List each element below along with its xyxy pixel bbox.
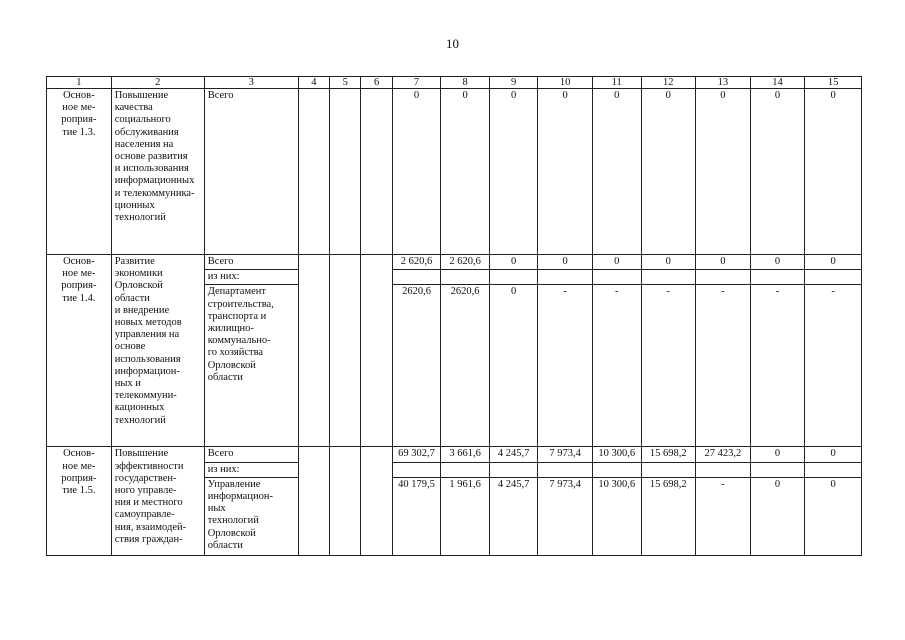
value-cell: 40 179,5 <box>392 477 441 555</box>
executor-label: Департамент строительства, транспорта и жилищно- коммунально- го хозяйства Орловской области <box>204 285 298 447</box>
value-cell: 7 973,4 <box>538 477 593 555</box>
header-cell: 3 <box>204 77 298 89</box>
value-cell: - <box>750 285 805 447</box>
value-cell: 15 698,2 <box>641 477 696 555</box>
header-cell: 11 <box>592 77 641 89</box>
value-cell: - <box>592 285 641 447</box>
value-cell: 2620,6 <box>441 285 490 447</box>
value-cell: 10 300,6 <box>592 477 641 555</box>
value-cell: - <box>538 285 593 447</box>
value-cell: 0 <box>489 89 538 255</box>
value-cell: 0 <box>805 477 862 555</box>
header-cell: 15 <box>805 77 862 89</box>
header-cell: 12 <box>641 77 696 89</box>
value-cell: 2620,6 <box>392 285 441 447</box>
measure-code: Основ- ное ме- роприя- тие 1.5. <box>47 447 112 555</box>
value-cell: 0 <box>489 285 538 447</box>
header-cell: 9 <box>489 77 538 89</box>
header-cell: 7 <box>392 77 441 89</box>
value-cell: 0 <box>805 255 862 270</box>
measure-name: Развитие экономики Орловской области и внедрение новых методов управления на основе использования информацион- ных и телекоммуни- кационных технологий <box>111 255 204 447</box>
value-cell: 0 <box>538 255 593 270</box>
header-cell: 6 <box>361 77 392 89</box>
value-cell: 0 <box>750 477 805 555</box>
header-cell: 4 <box>298 77 329 89</box>
of-them-label: из них: <box>204 270 298 285</box>
header-cell: 14 <box>750 77 805 89</box>
table-row <box>47 447 862 462</box>
value-cell: 1 961,6 <box>441 477 490 555</box>
value-cell: - <box>641 285 696 447</box>
measure-name: Повышение эффективности государствен- ного управле- ния и местного самоуправле- ния, взаимодей- ствия граждан- <box>111 447 204 555</box>
total-label: Всего <box>204 255 298 270</box>
measure-name: Повышение качества социального обслуживания населения на основе развития и использования информационных и телекоммуника- ционных технологий <box>111 89 204 255</box>
value-cell: 0 <box>696 255 751 270</box>
header-cell: 13 <box>696 77 751 89</box>
header-row <box>47 77 862 89</box>
value-cell: 7 973,4 <box>538 447 593 462</box>
value-cell: 0 <box>805 89 862 255</box>
value-cell: 0 <box>538 89 593 255</box>
value-cell: - <box>696 285 751 447</box>
value-cell: 4 245,7 <box>489 477 538 555</box>
header-cell: 5 <box>330 77 361 89</box>
value-cell: 0 <box>441 89 490 255</box>
value-cell: 15 698,2 <box>641 447 696 462</box>
value-cell: 0 <box>392 89 441 255</box>
measure-code: Основ- ное ме- роприя- тие 1.3. <box>47 89 112 255</box>
table-row <box>47 89 862 255</box>
header-cell: 10 <box>538 77 593 89</box>
value-cell: 0 <box>592 255 641 270</box>
header-cell: 1 <box>47 77 112 89</box>
value-cell: 3 661,6 <box>441 447 490 462</box>
value-cell: 4 245,7 <box>489 447 538 462</box>
value-cell: 69 302,7 <box>392 447 441 462</box>
value-cell: 0 <box>592 89 641 255</box>
measure-code: Основ- ное ме- роприя- тие 1.4. <box>47 255 112 447</box>
value-cell: 0 <box>750 447 805 462</box>
value-cell: 0 <box>750 255 805 270</box>
value-cell: 0 <box>805 447 862 462</box>
table-row <box>47 255 862 270</box>
value-cell: 10 300,6 <box>592 447 641 462</box>
of-them-label: из них: <box>204 462 298 477</box>
value-cell: 2 620,6 <box>392 255 441 270</box>
page-number: 10 <box>446 36 459 51</box>
value-cell: 0 <box>641 255 696 270</box>
value-cell: 0 <box>641 89 696 255</box>
value-cell: - <box>805 285 862 447</box>
value-cell: 27 423,2 <box>696 447 751 462</box>
executor-label: Управление информацион- ных технологий Орловской области <box>204 477 298 555</box>
value-cell: 0 <box>696 89 751 255</box>
value-cell: 0 <box>489 255 538 270</box>
header-cell: 8 <box>441 77 490 89</box>
value-cell: - <box>696 477 751 555</box>
value-cell: 2 620,6 <box>441 255 490 270</box>
header-cell: 2 <box>111 77 204 89</box>
value-cell: 0 <box>750 89 805 255</box>
total-label: Всего <box>204 447 298 462</box>
program-table <box>46 76 862 556</box>
total-label: Всего <box>204 89 298 255</box>
